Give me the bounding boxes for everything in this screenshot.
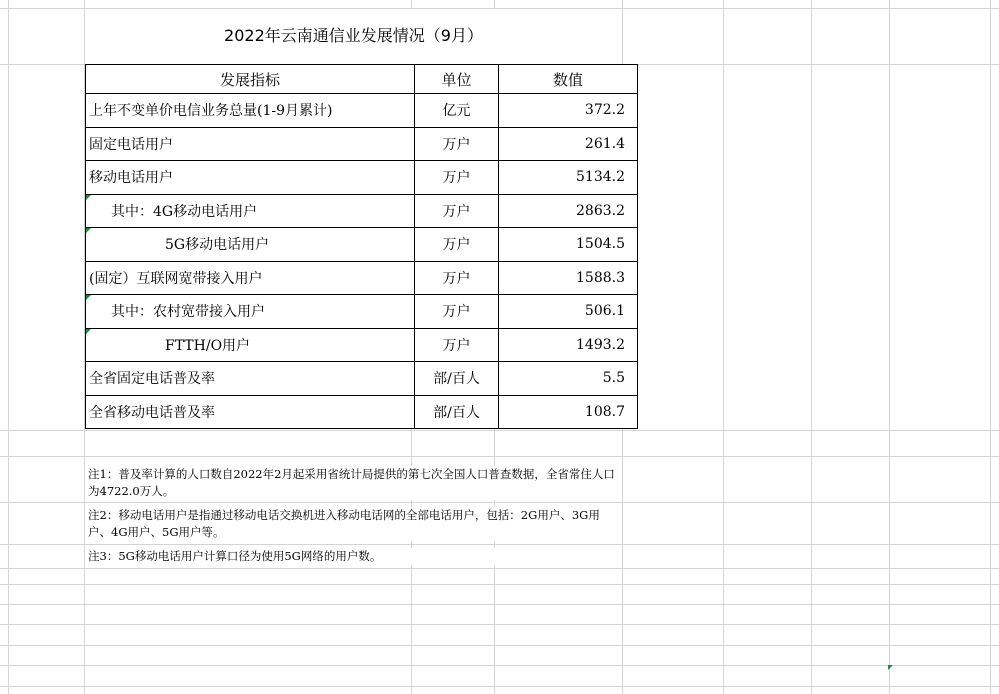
- cell-indicator[interactable]: 上年不变单价电信业务总量(1-9月累计): [86, 94, 415, 128]
- comment-marker-icon: [888, 665, 893, 670]
- cell-indicator-text: 5G移动电话用户: [165, 237, 270, 254]
- cell-value[interactable]: 5134.2: [499, 161, 638, 195]
- grid-column-line: [8, 0, 9, 694]
- header-indicator: 发展指标: [86, 65, 415, 94]
- cell-value[interactable]: 261.4: [499, 127, 638, 161]
- grid-column-line: [990, 0, 991, 694]
- cell-unit[interactable]: 万户: [415, 161, 499, 195]
- cell-unit[interactable]: 亿元: [415, 94, 499, 128]
- grid-row-line: [0, 502, 999, 503]
- table-header-row: [86, 65, 638, 94]
- grid-row-line: [0, 456, 999, 457]
- table-row: [86, 295, 638, 329]
- page-title: 2022年云南通信业发展情况（9月）: [224, 26, 483, 45]
- header-unit: 单位: [415, 65, 499, 94]
- table-row: [86, 362, 638, 396]
- grid-column-line: [889, 0, 890, 694]
- grid-row-line: [0, 604, 999, 605]
- comment-marker-icon: [86, 329, 91, 334]
- comment-marker-icon: [86, 195, 91, 200]
- grid-row-line: [0, 686, 999, 687]
- cell-value[interactable]: 1588.3: [499, 261, 638, 295]
- grid-row-line: [0, 624, 999, 625]
- note-1: 注1：普及率计算的人口数自2022年2月起采用省统计局提供的第七次全国人口普查数据，全省常住人口为4722.0万人。: [88, 466, 618, 500]
- cell-indicator-text: FTTH/O用户: [165, 337, 251, 354]
- cell-value[interactable]: 1493.2: [499, 328, 638, 362]
- table-row: [86, 161, 638, 195]
- cell-indicator-sub[interactable]: [86, 328, 415, 362]
- cell-value[interactable]: 5.5: [499, 362, 638, 396]
- cell-indicator[interactable]: 全省移动电话普及率: [86, 395, 415, 429]
- note-3: 注3：5G移动电话用户计算口径为使用5G网络的用户数。: [88, 548, 618, 565]
- grid-row-line: [0, 584, 999, 585]
- cell-indicator[interactable]: 移动电话用户: [86, 161, 415, 195]
- cell-value[interactable]: 108.7: [499, 395, 638, 429]
- cell-unit[interactable]: 万户: [415, 295, 499, 329]
- table-row: [86, 228, 638, 262]
- cell-indicator-text: 其中：农村宽带接入用户: [111, 304, 265, 321]
- cell-indicator-text: 其中：4G移动电话用户: [111, 203, 258, 220]
- grid-column-line: [723, 0, 724, 694]
- table-row: [86, 328, 638, 362]
- cell-unit[interactable]: 万户: [415, 261, 499, 295]
- cell-indicator[interactable]: 全省固定电话普及率: [86, 362, 415, 396]
- grid-column-line: [811, 0, 812, 694]
- cell-value[interactable]: 1504.5: [499, 228, 638, 262]
- cell-indicator-sub[interactable]: [86, 194, 415, 228]
- header-value: 数值: [499, 65, 638, 94]
- table-row: [86, 395, 638, 429]
- note-2: 注2：移动电话用户是指通过移动电话交换机进入移动电话网的全部电话用户，包括：2G用户、3G用户、4G用户、5G用户等。: [88, 507, 618, 541]
- cell-indicator-sub[interactable]: [86, 228, 415, 262]
- grid-row-line: [0, 430, 999, 431]
- table-row: [86, 94, 638, 128]
- cell-unit[interactable]: 万户: [415, 194, 499, 228]
- cell-unit[interactable]: 部/百人: [415, 362, 499, 396]
- comment-marker-icon: [86, 228, 91, 233]
- grid-row-line: [0, 568, 999, 569]
- grid-row-line: [0, 544, 999, 545]
- grid-row-line: [0, 665, 999, 666]
- cell-value[interactable]: 506.1: [499, 295, 638, 329]
- cell-indicator[interactable]: (固定）互联网宽带接入用户: [86, 261, 415, 295]
- table-row: [86, 194, 638, 228]
- cell-indicator-sub[interactable]: [86, 295, 415, 329]
- table-row: [86, 127, 638, 161]
- cell-unit[interactable]: 万户: [415, 328, 499, 362]
- cell-unit[interactable]: 部/百人: [415, 395, 499, 429]
- cell-unit[interactable]: 万户: [415, 228, 499, 262]
- cell-unit[interactable]: 万户: [415, 127, 499, 161]
- indicator-table: [85, 64, 638, 429]
- grid-row-line: [0, 645, 999, 646]
- cell-value[interactable]: 372.2: [499, 94, 638, 128]
- cell-value[interactable]: 2863.2: [499, 194, 638, 228]
- table-row: [86, 261, 638, 295]
- comment-marker-icon: [86, 295, 91, 300]
- cell-indicator[interactable]: 固定电话用户: [86, 127, 415, 161]
